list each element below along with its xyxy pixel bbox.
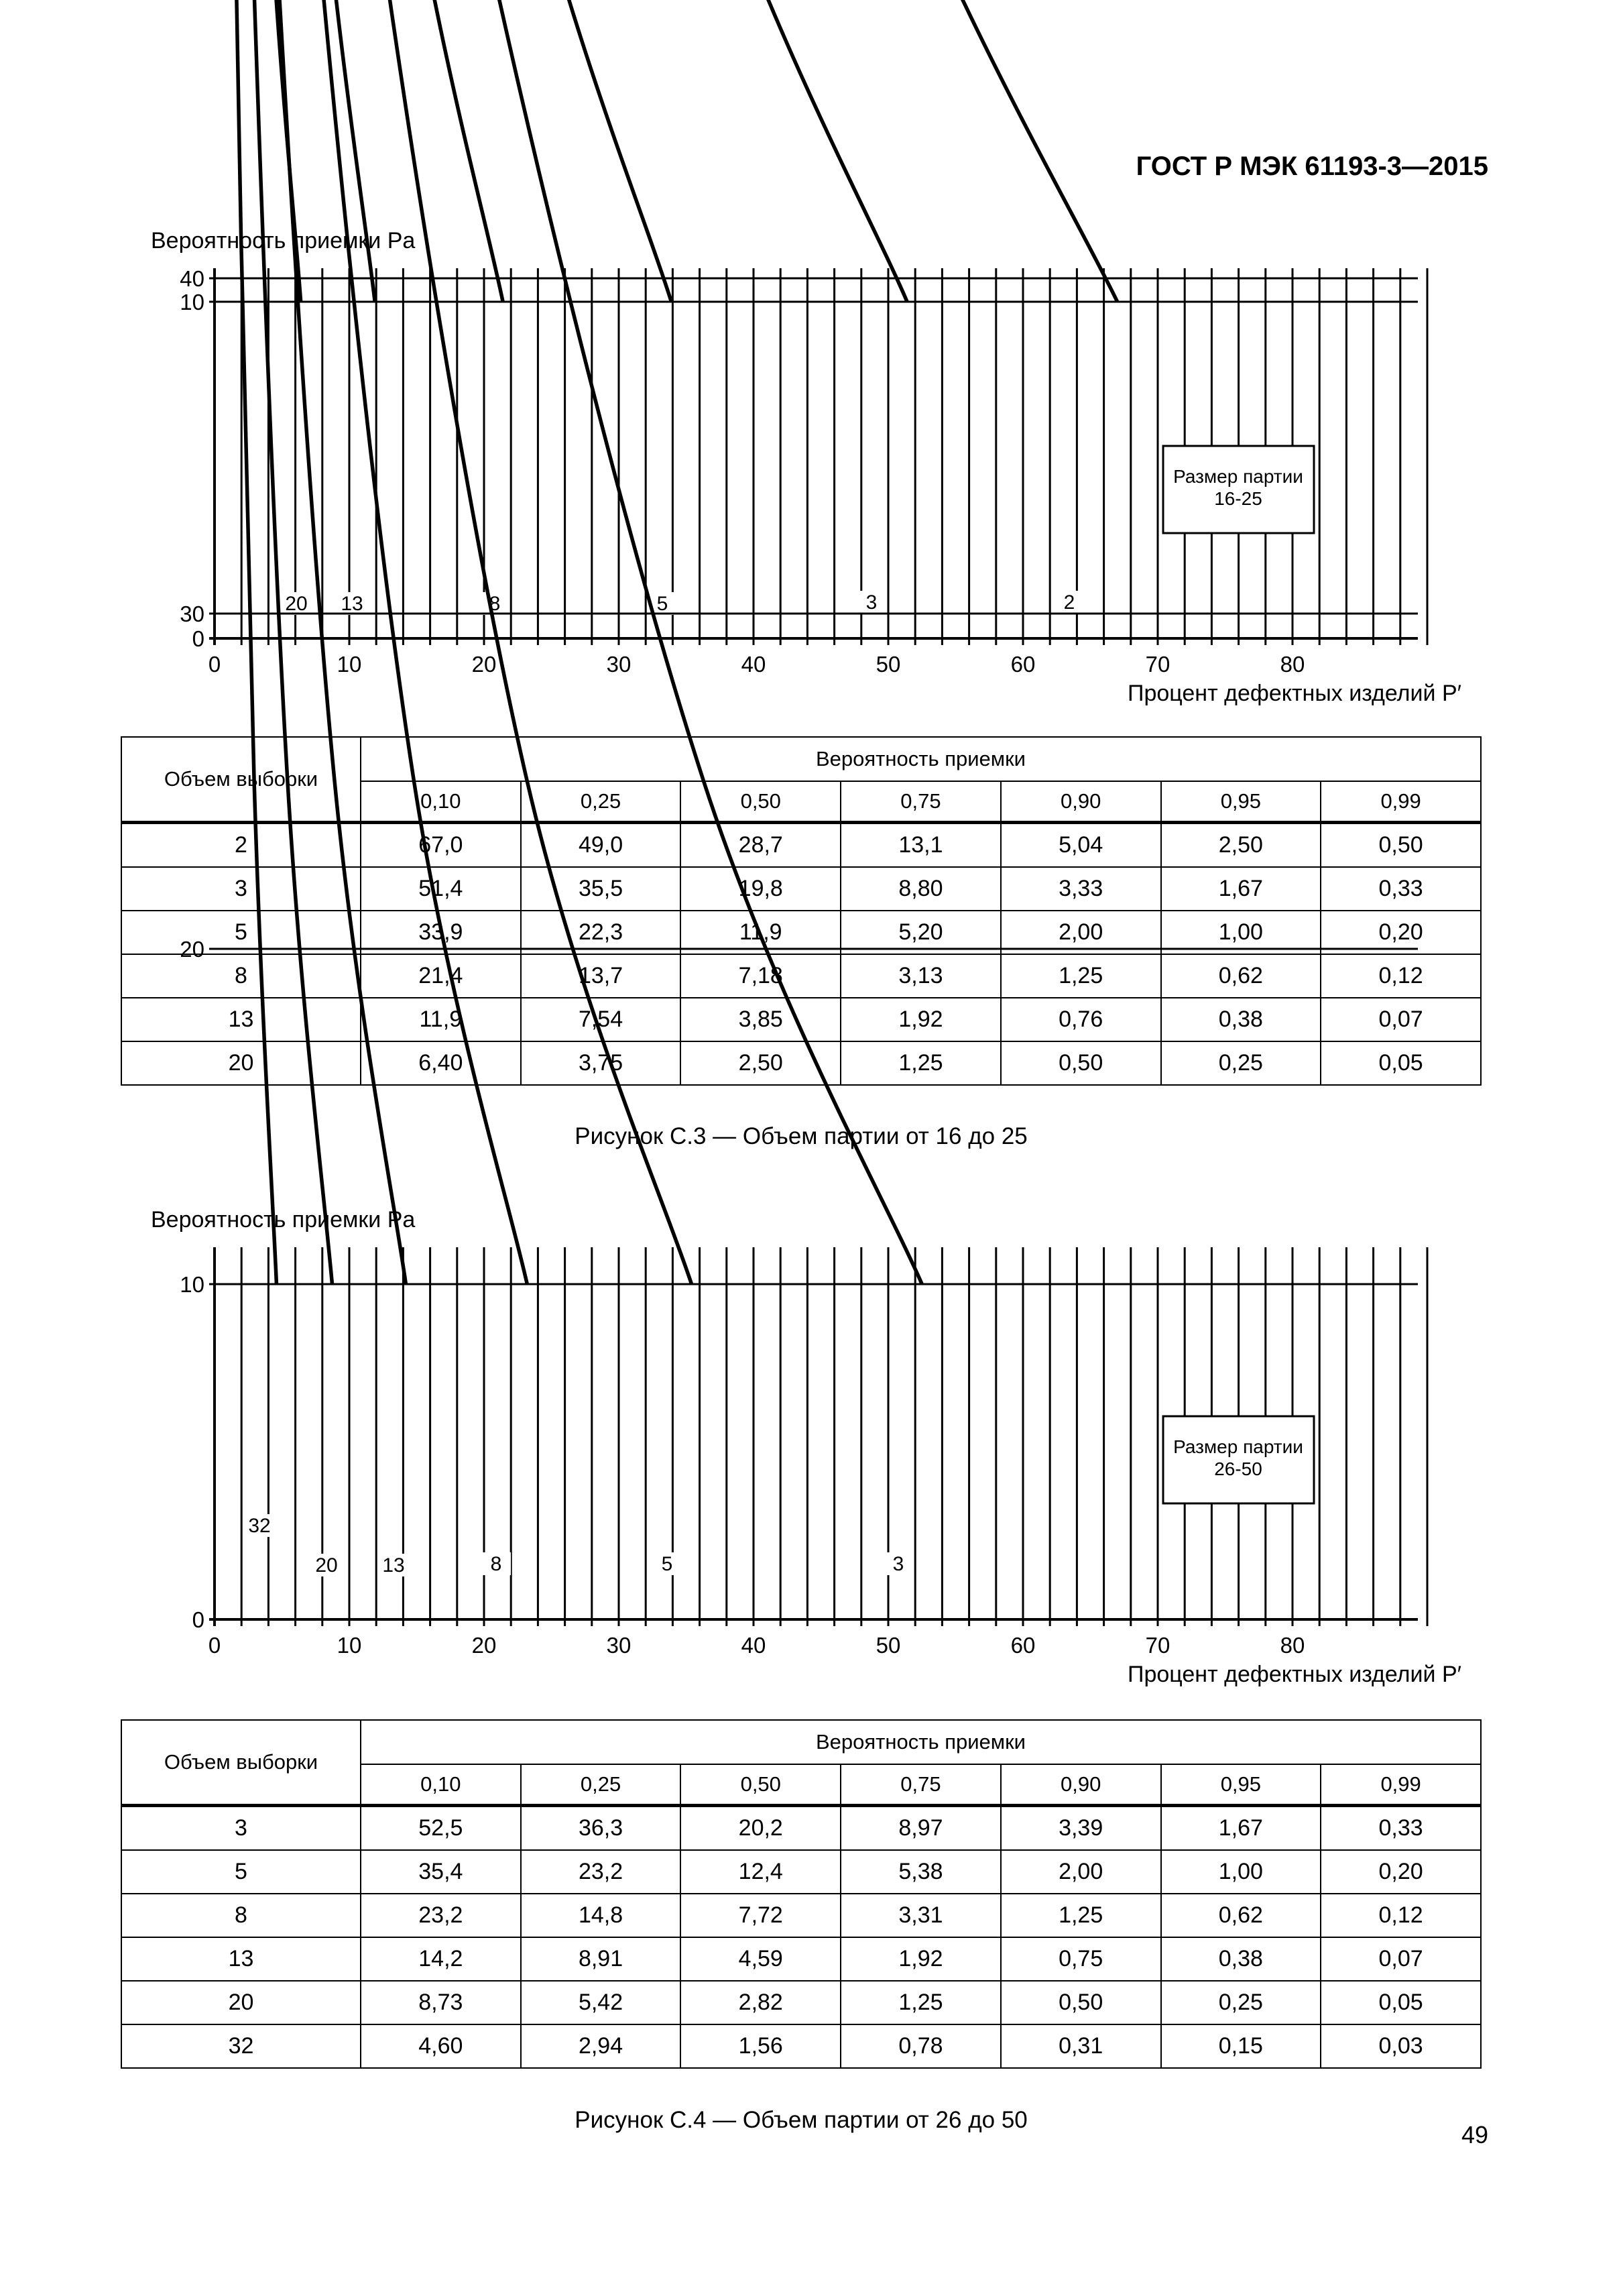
table-column-header: 0,95 xyxy=(1161,781,1321,823)
table-cell: 0,05 xyxy=(1321,1981,1481,2024)
curve-label: 20 xyxy=(315,1554,338,1576)
figure-caption-c4: Рисунок С.4 — Объем партии от 26 до 50 xyxy=(575,2107,1028,2133)
sample-size-cell: 3 xyxy=(121,867,361,911)
table-cell: 5,04 xyxy=(1001,823,1161,868)
table-cell: 7,72 xyxy=(680,1894,841,1937)
x-tick-label: 70 xyxy=(1145,652,1170,677)
table-cell: 0,25 xyxy=(1161,1981,1321,2024)
x-tick-label: 70 xyxy=(1145,1633,1170,1658)
page-number: 49 xyxy=(1461,2121,1488,2148)
document-header: ГОСТ Р МЭК 61193-3—2015 xyxy=(1136,152,1488,181)
table-cell: 13,7 xyxy=(521,954,681,998)
y-tick-label: 40 xyxy=(180,266,204,291)
y-tick-label: 0 xyxy=(192,626,204,651)
table-cell: 1,25 xyxy=(1001,1894,1161,1937)
table-row xyxy=(121,1806,1481,1851)
table-cell: 1,00 xyxy=(1161,1850,1321,1894)
table-cell: 3,31 xyxy=(841,1894,1001,1937)
table-cell: 1,00 xyxy=(1161,911,1321,954)
table-cell: 20,2 xyxy=(680,1806,841,1851)
curve-label: 5 xyxy=(661,1553,673,1575)
x-tick-label: 40 xyxy=(741,1633,766,1658)
table-cell: 0,62 xyxy=(1161,954,1321,998)
table-column-header: 0,99 xyxy=(1321,1764,1481,1806)
table-cell: 3,39 xyxy=(1001,1806,1161,1851)
oc-curve xyxy=(219,0,908,302)
chart-xlabel: Процент дефектных изделий P′ xyxy=(1128,681,1461,706)
table-cell: 8,73 xyxy=(361,1981,521,2024)
table-row xyxy=(121,1041,1481,1085)
sample-size-cell: 13 xyxy=(121,998,361,1041)
table-row xyxy=(121,1894,1481,1937)
table-row-header: Объем выборки xyxy=(121,1720,361,1806)
table-cell: 1,25 xyxy=(1001,954,1161,998)
curve-label: 13 xyxy=(382,1554,405,1576)
table-row xyxy=(121,998,1481,1041)
table-cell: 1,67 xyxy=(1161,867,1321,911)
x-tick-label: 60 xyxy=(1010,652,1036,677)
table-cell: 5,20 xyxy=(841,911,1001,954)
table-cell: 0,12 xyxy=(1321,1894,1481,1937)
table-cell: 7,54 xyxy=(521,998,681,1041)
table-column-header: 0,25 xyxy=(521,781,681,823)
lot-size-box xyxy=(1163,1416,1314,1503)
table-cell: 0,50 xyxy=(1001,1041,1161,1085)
table-cell: 2,50 xyxy=(1161,823,1321,868)
table-cell: 0,50 xyxy=(1001,1981,1161,2024)
curve-label: 20 xyxy=(285,593,308,615)
table-row xyxy=(121,1981,1481,2024)
x-tick-label: 30 xyxy=(606,652,632,677)
table-cell: 0,07 xyxy=(1321,998,1481,1041)
table-cell: 14,2 xyxy=(361,1937,521,1981)
table-cell: 1,56 xyxy=(680,2024,841,2068)
table-column-header: 0,95 xyxy=(1161,1764,1321,1806)
table-cell: 19,8 xyxy=(680,867,841,911)
table-row xyxy=(121,1937,1481,1981)
lot-size-box-line2: 16-25 xyxy=(1214,488,1262,509)
table-cell: 3,33 xyxy=(1001,867,1161,911)
y-tick-label: 30 xyxy=(180,601,204,626)
table-cell: 49,0 xyxy=(521,823,681,868)
table-cell: 51,4 xyxy=(361,867,521,911)
table-cell: 0,75 xyxy=(1001,1937,1161,1981)
x-tick-label: 60 xyxy=(1010,1633,1036,1658)
table-cell: 36,3 xyxy=(521,1806,681,1851)
x-tick-label: 20 xyxy=(471,1633,497,1658)
table-row xyxy=(121,867,1481,911)
table-cell: 2,00 xyxy=(1001,911,1161,954)
table-cell: 0,07 xyxy=(1321,1937,1481,1981)
table-cell: 11,9 xyxy=(361,998,521,1041)
y-tick-label: 10 xyxy=(180,290,204,314)
table-cell: 8,97 xyxy=(841,1806,1001,1851)
table-cell: 0,62 xyxy=(1161,1894,1321,1937)
x-tick-label: 0 xyxy=(208,652,221,677)
table-cell: 0,25 xyxy=(1161,1041,1321,1085)
sample-size-cell: 5 xyxy=(121,911,361,954)
lot-size-box-line1: Размер партии xyxy=(1173,466,1303,487)
table-cell: 8,80 xyxy=(841,867,1001,911)
sample-size-cell: 2 xyxy=(121,823,361,868)
curve-label: 8 xyxy=(489,593,501,615)
curve-label: 13 xyxy=(341,593,363,615)
y-tick-label: 10 xyxy=(180,1272,204,1297)
chart-ylabel: Вероятность приемки Pa xyxy=(151,228,416,253)
table-cell: 5,42 xyxy=(521,1981,681,2024)
table-column-header: 0,90 xyxy=(1001,1764,1161,1806)
sample-size-cell: 13 xyxy=(121,1937,361,1981)
table-cell: 11,9 xyxy=(680,911,841,954)
table-column-header: 0,50 xyxy=(680,1764,841,1806)
table-cell: 21,4 xyxy=(361,954,521,998)
sample-size-cell: 32 xyxy=(121,2024,361,2068)
table-column-header: 0,75 xyxy=(841,781,1001,823)
curve-label: 32 xyxy=(248,1515,271,1537)
table-column-header: 0,75 xyxy=(841,1764,1001,1806)
figure-caption-c3: Рисунок С.3 — Объем партии от 16 до 25 xyxy=(575,1123,1028,1149)
table-cell: 12,4 xyxy=(680,1850,841,1894)
table-cell: 2,00 xyxy=(1001,1850,1161,1894)
table-cell: 28,7 xyxy=(680,823,841,868)
chart-ylabel: Вероятность приемки Pa xyxy=(151,1207,416,1232)
table-cell: 0,20 xyxy=(1321,911,1481,954)
sample-size-cell: 8 xyxy=(121,1894,361,1937)
table-cell: 8,91 xyxy=(521,1937,681,1981)
sample-size-cell: 8 xyxy=(121,954,361,998)
x-tick-label: 10 xyxy=(337,652,362,677)
table-cell: 4,59 xyxy=(680,1937,841,1981)
y-tick-label: 20 xyxy=(180,937,204,962)
oc-chart-c3 xyxy=(121,228,1502,724)
curve-label: 3 xyxy=(865,591,878,614)
x-tick-label: 80 xyxy=(1280,652,1305,677)
table-cell: 13,1 xyxy=(841,823,1001,868)
sample-size-cell: 20 xyxy=(121,1041,361,1085)
table-cell: 0,12 xyxy=(1321,954,1481,998)
table-cell: 2,94 xyxy=(521,2024,681,2068)
table-cell: 1,67 xyxy=(1161,1806,1321,1851)
table-cell: 4,60 xyxy=(361,2024,521,2068)
table-column-header: 0,90 xyxy=(1001,781,1161,823)
table-cell: 23,2 xyxy=(361,1894,521,1937)
x-tick-label: 30 xyxy=(606,1633,632,1658)
lot-size-box-line2: 26-50 xyxy=(1214,1458,1262,1479)
table-cell: 22,3 xyxy=(521,911,681,954)
table-cell: 23,2 xyxy=(521,1850,681,1894)
sample-size-cell: 3 xyxy=(121,1806,361,1851)
y-tick-label: 0 xyxy=(192,1607,204,1632)
sample-size-cell: 5 xyxy=(121,1850,361,1894)
oc-table-c4 xyxy=(121,1719,1482,2069)
table-cell: 0,20 xyxy=(1321,1850,1481,1894)
curve-label: 3 xyxy=(892,1553,904,1575)
table-group-header: Вероятность приемки xyxy=(361,1720,1481,1764)
x-tick-label: 0 xyxy=(208,1633,221,1658)
table-cell: 0,78 xyxy=(841,2024,1001,2068)
table-cell: 0,15 xyxy=(1161,2024,1321,2068)
curve-label: 8 xyxy=(490,1553,502,1575)
table-row xyxy=(121,823,1481,868)
x-tick-label: 20 xyxy=(471,652,497,677)
table-cell: 35,5 xyxy=(521,867,681,911)
table-cell: 7,18 xyxy=(680,954,841,998)
table-column-header: 0,50 xyxy=(680,781,841,823)
x-tick-label: 50 xyxy=(876,652,901,677)
table-row xyxy=(121,954,1481,998)
table-cell: 0,38 xyxy=(1161,1937,1321,1981)
table-group-header: Вероятность приемки xyxy=(361,737,1481,781)
table-cell: 2,50 xyxy=(680,1041,841,1085)
table-cell: 0,03 xyxy=(1321,2024,1481,2068)
table-row xyxy=(121,1850,1481,1894)
table-column-header: 0,25 xyxy=(521,1764,681,1806)
table-cell: 0,05 xyxy=(1321,1041,1481,1085)
table-cell: 3,13 xyxy=(841,954,1001,998)
table-cell: 0,31 xyxy=(1001,2024,1161,2068)
chart-xlabel: Процент дефектных изделий P′ xyxy=(1128,1662,1461,1687)
table-cell: 1,25 xyxy=(841,1981,1001,2024)
table-cell: 33,9 xyxy=(361,911,521,954)
table-column-header: 0,10 xyxy=(361,781,521,823)
lot-size-box xyxy=(1163,446,1314,533)
table-cell: 6,40 xyxy=(361,1041,521,1085)
table-cell: 1,92 xyxy=(841,1937,1001,1981)
table-column-header: 0,99 xyxy=(1321,781,1481,823)
table-cell: 2,82 xyxy=(680,1981,841,2024)
x-tick-label: 10 xyxy=(337,1633,362,1658)
lot-size-box-line1: Размер партии xyxy=(1173,1436,1303,1457)
table-cell: 0,50 xyxy=(1321,823,1481,868)
table-cell: 3,75 xyxy=(521,1041,681,1085)
x-tick-label: 50 xyxy=(876,1633,901,1658)
table-cell: 14,8 xyxy=(521,1894,681,1937)
sample-size-cell: 20 xyxy=(121,1981,361,2024)
table-cell: 0,76 xyxy=(1001,998,1161,1041)
table-column-header: 0,10 xyxy=(361,1764,521,1806)
x-tick-label: 40 xyxy=(741,652,766,677)
table-cell: 0,33 xyxy=(1321,1806,1481,1851)
table-cell: 35,4 xyxy=(361,1850,521,1894)
table-cell: 67,0 xyxy=(361,823,521,868)
curve-label: 5 xyxy=(656,593,668,615)
x-tick-label: 80 xyxy=(1280,1633,1305,1658)
table-cell: 0,33 xyxy=(1321,867,1481,911)
table-row xyxy=(121,2024,1481,2068)
table-cell: 1,25 xyxy=(841,1041,1001,1085)
table-cell: 52,5 xyxy=(361,1806,521,1851)
table-cell: 1,92 xyxy=(841,998,1001,1041)
table-cell: 5,38 xyxy=(841,1850,1001,1894)
table-cell: 3,85 xyxy=(680,998,841,1041)
table-row-header: Объем выборки xyxy=(121,737,361,823)
table-cell: 0,38 xyxy=(1161,998,1321,1041)
table-row xyxy=(121,911,1481,954)
curve-label: 2 xyxy=(1063,591,1075,614)
